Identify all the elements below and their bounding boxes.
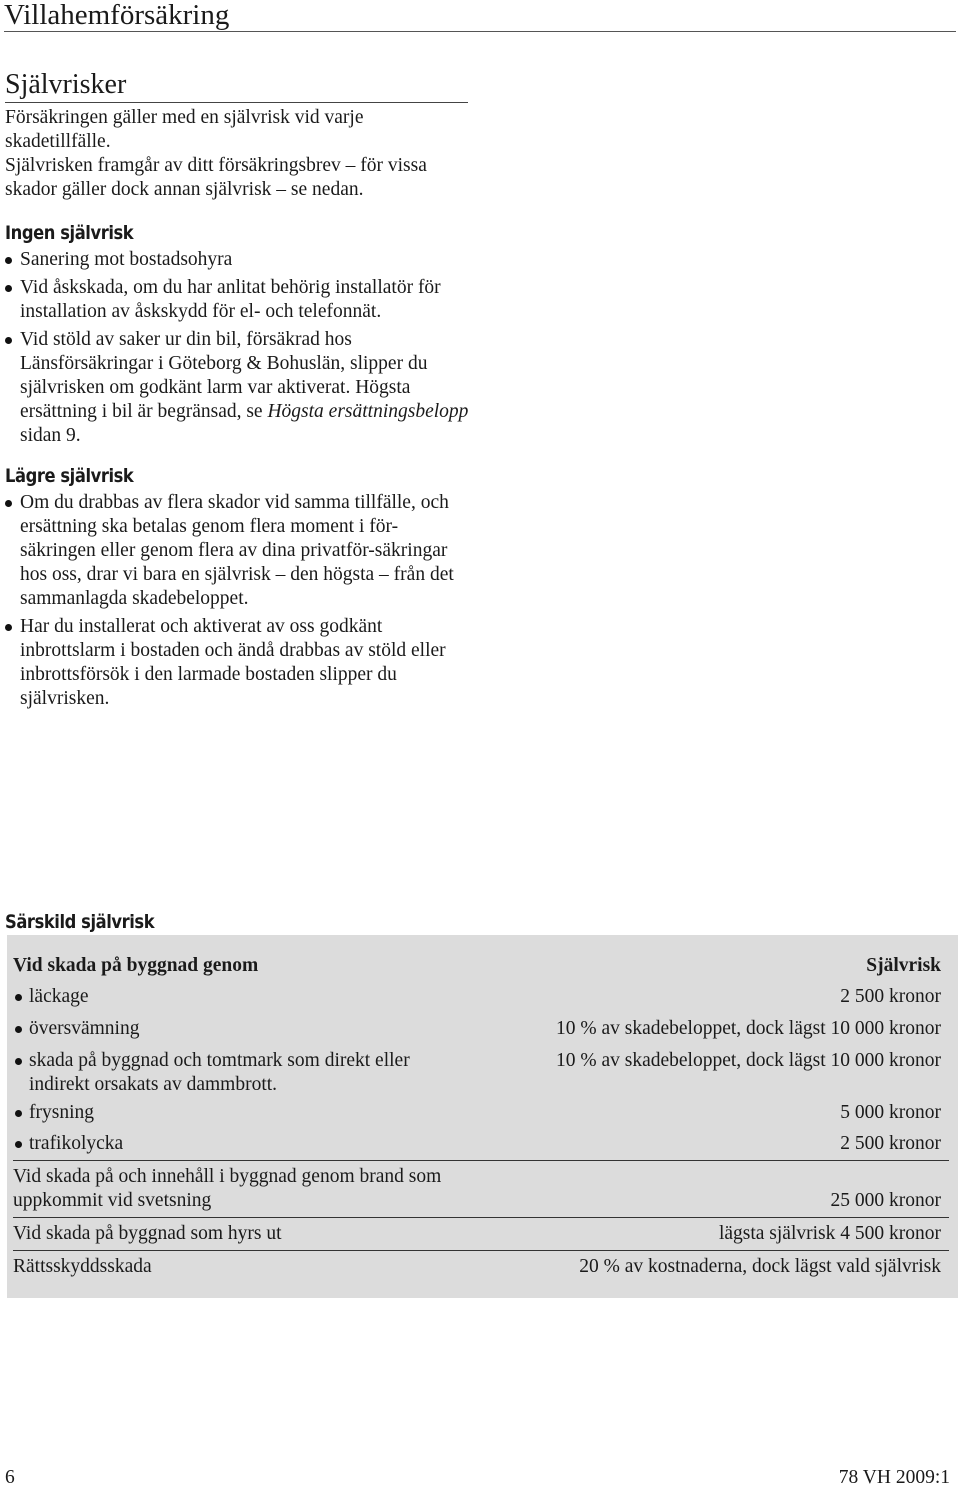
bullet-icon bbox=[5, 285, 12, 292]
list-item: Om du drabbas av flera skador vid samma tillfälle, och ersättning ska betalas genom flera moment i för-säkringen eller genom flera av dina privatför-säkringar hos oss, drar vi bara en självrisk – den högsta – från det sammanlagda skadebeloppet. bbox=[0, 491, 470, 611]
document-code: 78 VH 2009:1 bbox=[838, 1467, 950, 1488]
document-title: Villahemförsäkring bbox=[4, 0, 956, 32]
list-item: Sanering mot bostadsohyra bbox=[0, 248, 470, 272]
bullet-icon bbox=[5, 337, 12, 344]
row-divider bbox=[13, 1217, 949, 1218]
table-header-left: Vid skada på byggnad genom bbox=[13, 955, 259, 976]
lagre-sjalvrisk-list bbox=[0, 491, 470, 715]
list-item: Vid stöld av saker ur din bil, försäkrad hos Länsförsäkringar i Göteborg & Bohuslän, slipper du självrisken om godkänt larm var aktiverat. Högsta ersättning i bil är begränsad, se Högsta ersättningsbelopp sidan 9. bbox=[0, 328, 470, 448]
page-number: 6 bbox=[5, 1467, 15, 1488]
section-title: Självrisker bbox=[5, 68, 468, 103]
bullet-icon bbox=[5, 257, 12, 264]
intro-paragraph-2: Självrisken framgår av ditt försäkringsbrev – för vissa skador gäller dock annan självrisk – se nedan. bbox=[5, 155, 427, 200]
bullet-icon bbox=[5, 500, 12, 507]
intro-paragraph-1: Försäkringen gäller med en självrisk vid varje skadetillfälle. bbox=[5, 107, 364, 152]
list-item: Vid åskskada, om du har anlitat behörig installatör för installation av åskskydd för el- och telefonnät. bbox=[0, 276, 470, 324]
lagre-sjalvrisk-heading: Lägre självrisk bbox=[5, 465, 134, 487]
sarskild-sjalvrisk-table: Vid skada på byggnad genom Självrisk läckage 2 500 kronor översvämning 10 % av skadebeloppet, dock lägst 10 000 kronor skada på byggnad och tomtmark som direkt eller indirekt orsakats av dammbrott. 10 % av skadebeloppet, dock lägst 10 000 kronor frysning 5 000 kronor trafikolycka 2 500 kronor Vid skada på och innehåll i byggnad genom brand som uppkommit vid svetsning 25 000 kronor Vid skada på byggnad som hyrs ut lägsta självrisk 4 500 kronor Rättsskyddsskada 20 % av kostnaderna, dock lägst vald självrisk bbox=[7, 935, 958, 1298]
row-divider bbox=[13, 1250, 949, 1251]
sarskild-sjalvrisk-heading: Särskild självrisk bbox=[5, 911, 155, 933]
ingen-sjalvrisk-list bbox=[0, 248, 470, 452]
reference-link-text: Högsta ersättningsbelopp bbox=[267, 401, 469, 422]
bullet-icon bbox=[5, 624, 12, 631]
row-divider bbox=[13, 1160, 949, 1161]
table-header-right: Självrisk bbox=[866, 955, 941, 976]
list-item: Har du installerat och aktiverat av oss godkänt inbrottslarm i bostaden och ändå drabbas av stöld eller inbrottsförsök i den larmade bostaden slipper du självrisken. bbox=[0, 615, 470, 711]
ingen-sjalvrisk-heading: Ingen självrisk bbox=[5, 222, 134, 244]
